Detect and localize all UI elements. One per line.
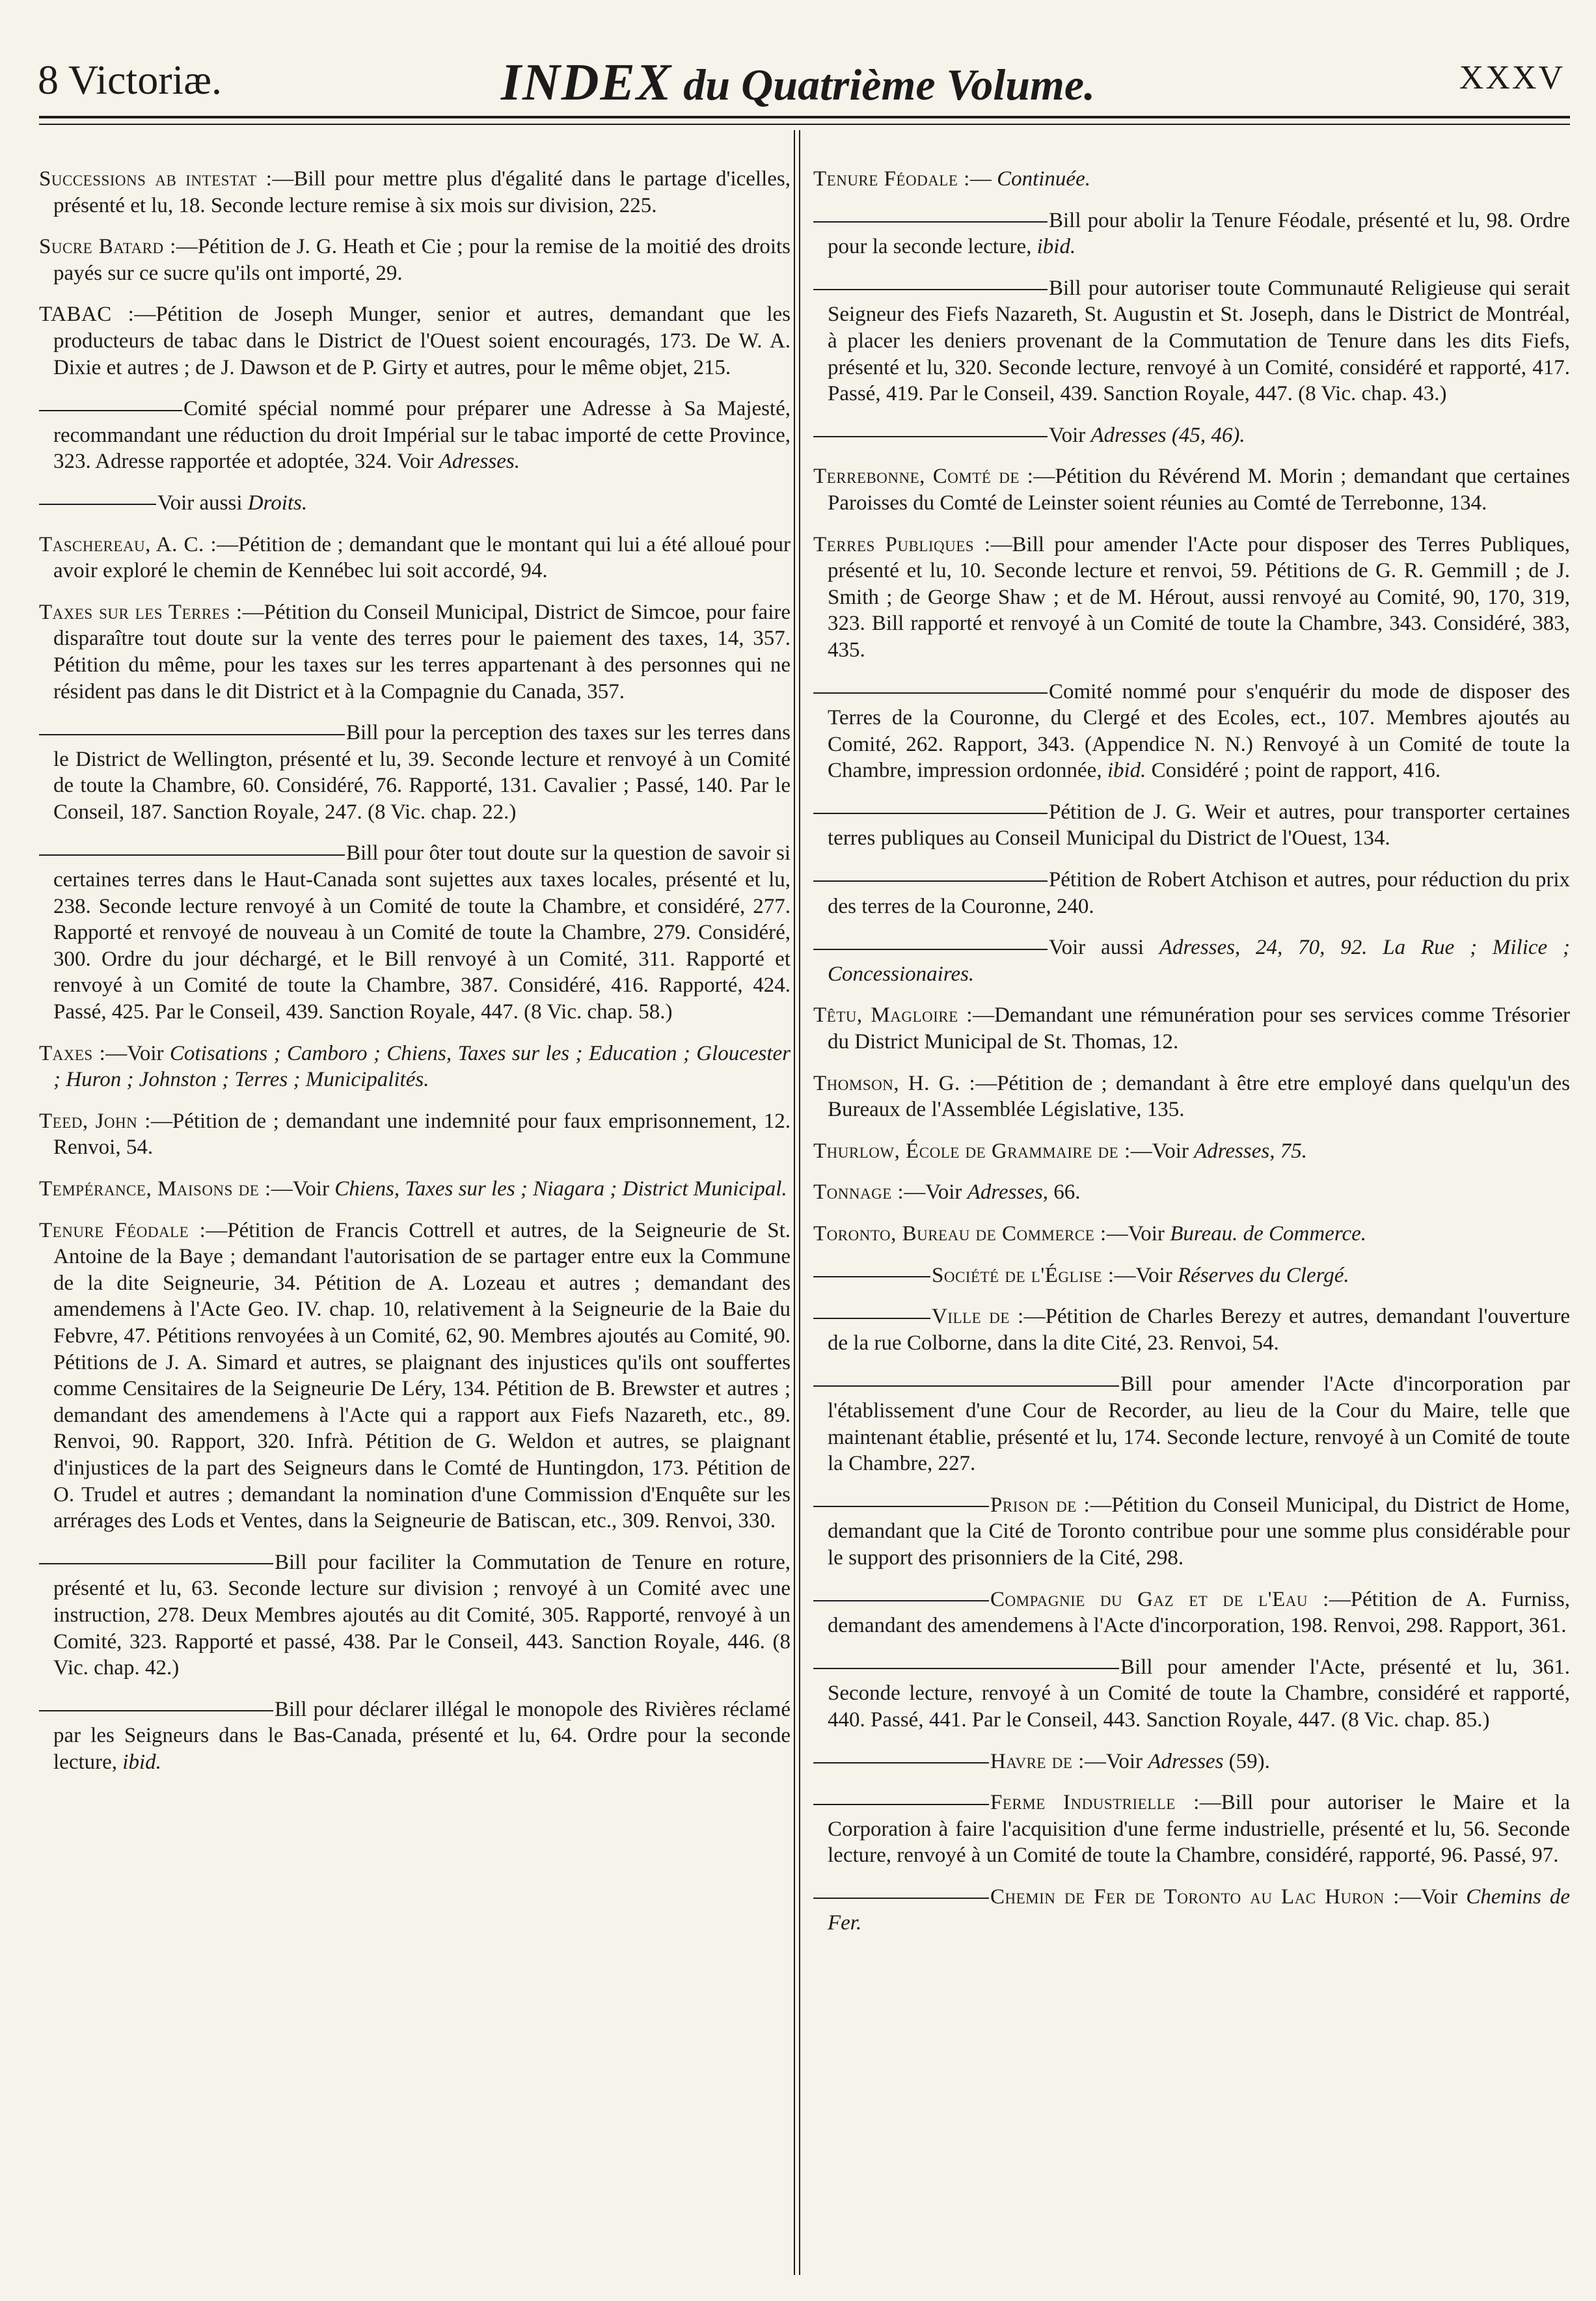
entry-text: —Pétition de Francis Cottrell et autres, de la Seigneurie de St. Antoine de la Baye ; demandant l'autorisation de se partager entre eux la Commune de la dite Seigneurie, 34. Pétition de A. Lozeau et autres ; demandant des amendemens à l'Acte Geo. IV. chap. 10, relativement à la Seigneurie de la Baie du Febvre, 47. Pétitions renvoyées à un Comité, 62, 90. Membres ajoutés au Comité, 90. Pétitions de J. A. Simard et autres, se plaignant des injustices qu'ils ont souffertes comme Censitaires de la Seigneurie De Léry, 134. Pétition de B. Brewster et autres ; demandant des amendemens à l'Acte qui a rapport aux Fiefs Nazareth, etc., 89. Renvoi, 90. Rapport, 320. Infrà. Pétition de G. Weldon et autres, se plaignant d'injustices de la part des Seigneurs dans le Comté de Huntingdon, 173. Pétition de O. Trudel et autres ; demandant la nomination d'une Commission d'Enquête sur les arrérages des Lods et Ventes, dans la Seigneurie de Batiscan, etc., 309. Renvoi, 330. (53, 1218, 791, 1533)
entry-text: —Voir (1399, 1885, 1458, 1909)
entry-heading: Teed, John : (39, 1109, 151, 1133)
continuation-dash (39, 1710, 273, 1711)
entry-heading: Ferme Industrielle : (990, 1791, 1200, 1815)
index-entry (813, 1654, 1570, 1734)
index-entry (813, 1070, 1570, 1123)
continuation-dash (813, 289, 1048, 290)
header-rule-thick (39, 116, 1570, 118)
entry-heading: Terrebonne, Comté de : (813, 465, 1034, 489)
index-columns (39, 166, 1570, 2275)
continuation-dash (813, 1668, 1119, 1669)
header-title-prefix: INDEX (500, 54, 673, 111)
continuation-dash (813, 1276, 930, 1277)
index-entry (813, 867, 1570, 919)
entry-reference: Adresses. (439, 450, 520, 474)
entry-text: Bill pour la perception des taxes sur les terres dans le District de Wellington, présenté et lu, 39. Seconde lecture et renvoyé à un Comité de toute la Chambre, 60. Considéré, 76. Rapporté, 131. Cavalier ; Passé, 140. Par le Conseil, 187. Sanction Royale, 247. (8 Vic. chap. 22.) (53, 721, 791, 824)
index-entry (39, 1549, 791, 1682)
continuation-dash (813, 436, 1048, 437)
continuation-dash (813, 1385, 1119, 1387)
entry-text: Bill pour faciliter la Commutation de Tenure en roture, présenté et lu, 63. Seconde lecture sur division ; renvoyé à un Comité avec une instruction, 278. Deux Membres ajoutés au dit Comité, 305. Rapporté, renvoyé à un Comité, 323. Rapporté et passé, 438. Par le Conseil, 443. Sanction Royale, 446. (8 Vic. chap. 42.) (53, 1550, 791, 1680)
index-entry (813, 208, 1570, 260)
header-left: 8 Victoriæ. (38, 57, 222, 103)
entry-text: —Pétition du Révérend M. Morin ; demandant que certaines Paroisses du Comté de Leinster soient réunies au Comté de Terrebonne, 134. (828, 465, 1570, 515)
entry-text: Pétition de J. G. Weir et autres, pour transporter certaines terres publiques au Conseil Municipal du District de l'Ouest, 134. (828, 800, 1570, 851)
index-entry (813, 422, 1570, 449)
index-entry (813, 1371, 1570, 1477)
entry-heading: Société de l'Église : (932, 1263, 1115, 1287)
entry-text: —Pétition de A. Furniss, demandant des amendemens à l'Acte d'incorporation, 198. Renvoi, 298. Rapport, 361. (828, 1587, 1570, 1638)
entry-heading: Taxes : (39, 1041, 106, 1065)
right-column (813, 166, 1570, 2275)
index-entry (813, 799, 1570, 852)
index-entry (813, 1303, 1570, 1356)
entry-heading: Compagnie du Gaz et de l'Eau : (990, 1587, 1329, 1611)
entry-reference: ibid. (1036, 235, 1076, 259)
entry-text: —Demandant une rémunération pour ses services comme Trésorier du District Municipal de St. Thomas, 12. (828, 1003, 1570, 1054)
entry-text: Bill pour amender l'Acte, présenté et lu, 361. Seconde lecture, renvoyé à un Comité de toute la Chambre, considéré et rapporté, 440. Passé, 441. Par le Conseil, 443. Sanction Royale, 447. (8 Vic. chap. 85.) (828, 1655, 1570, 1732)
entry-reference: Droits. (247, 491, 308, 515)
entry-text: Pétition de Robert Atchison et autres, pour réduction du prix des terres de la Couronne, 240. (828, 868, 1570, 918)
entry-reference: Adresses (1148, 1749, 1224, 1773)
entry-heading: Havre de : (990, 1749, 1085, 1773)
index-entry (813, 463, 1570, 516)
entry-text: Comité nommé pour s'enquérir du mode de disposer des Terres de la Couronne, du Clergé et des Ecoles, ect., 107. Membres ajoutés au Comité, 262. Rapport, 343. (Appendice N. N.) Renvoyé à un Comité de toute la Chambre, impression ordonnée, (828, 679, 1570, 783)
index-entry (39, 396, 791, 475)
entry-reference: Adresses, 75. (1194, 1139, 1307, 1163)
entry-reference: ibid. (1107, 759, 1146, 783)
entry-reference: Chemins de Fer. (828, 1885, 1570, 1935)
entry-text: —Pétition de J. G. Heath et Cie ; pour la remise de la moitié des droits payés sur ce sucre qu'ils ont importé, 29. (53, 235, 791, 285)
entry-text: Voir aussi (157, 491, 243, 515)
entry-reference: Bureau. de Commerce. (1170, 1222, 1366, 1246)
entry-text: Bill pour ôter tout doute sur la question de savoir si certaines terres dans le Haut-Canada sont sujettes aux taxes locales, présenté et lu, 238. Seconde lecture renvoyé à un Comité de toute la Chambre, et considéré, 277. Rapporté et renvoyé de nouveau à un Comité de toute la Chambre, 279. Considéré, 300. Ordre du jour déchargé, et le Bill renvoyé à un Comité, 311. Rapporté et renvoyé à un Comité de toute la Chambre, 387. Considéré, 416. Rapporté, 424. Passé, 425. Par le Conseil, 439. Sanction Royale, 447. (8 Vic. chap. 58.) (53, 841, 791, 1024)
header-title (0, 53, 1596, 113)
entry-text: —Voir (904, 1180, 962, 1205)
entry-reference: Cotisations ; Camboro ; Chiens, Taxes sur les ; Education ; Gloucester ; Huron ; Johnston ; Terres ; Municipalités. (53, 1041, 791, 1092)
index-entry (39, 1218, 791, 1534)
entry-text: —Bill pour autoriser le Maire et la Corporation à faire l'acquisition d'une ferme industrielle, présenté et lu, 56. Seconde lecture, renvoyé à un Comité de toute la Chambre, considéré, rapporté, 96. Passé, 97. (828, 1791, 1570, 1868)
entry-heading: Têtu, Magloire : (813, 1003, 973, 1028)
continuation-dash (39, 504, 156, 505)
index-entry (813, 532, 1570, 664)
entry-text: —Voir (1130, 1139, 1189, 1163)
entry-heading: Tonnage : (813, 1180, 904, 1205)
continuation-dash (813, 1898, 989, 1899)
continuation-dash (39, 1563, 273, 1564)
entry-heading: Tenure Féodale : (39, 1218, 206, 1242)
entry-text: Voir aussi (1049, 936, 1144, 960)
continuation-dash (813, 880, 1048, 882)
continuation-dash (813, 949, 1048, 950)
continuation-dash (813, 1318, 930, 1319)
continuation-dash (39, 854, 345, 856)
continuation-dash (813, 1762, 989, 1763)
entry-heading: Taschereau, A. C. : (39, 532, 217, 556)
entry-reference: Adresses (45, 46). (1090, 423, 1245, 447)
entry-text: —Bill pour mettre plus d'égalité dans le partage d'icelles, présenté et lu, 18. Seconde lecture remise à six mois sur division, 225. (53, 167, 791, 217)
index-entry (813, 1790, 1570, 1869)
entry-text: —Pétition de Charles Berezy et autres, demandant l'ouverture de la rue Colborne, dans la dite Cité, 23. Renvoi, 54. (828, 1305, 1570, 1355)
entry-text: —Voir (1084, 1749, 1143, 1773)
index-entry (39, 532, 791, 584)
entry-text: —Voir (1114, 1263, 1172, 1287)
entry-text: —Bill pour amender l'Acte pour disposer des Terres Publiques, présenté et lu, 10. Seconde lecture et renvoi, 59. Pétitions de G. R. Gemmill ; de J. Smith ; de George Shaw ; et de M. Hérout, aussi renvoyé au Comité, 90, 170, 319, 323. Bill rapporté et renvoyé à un Comité de toute la Chambre, 343. Considéré, 383, 435. (828, 532, 1570, 662)
entry-text-tail: 66. (1048, 1180, 1081, 1205)
continuation-dash (813, 1506, 989, 1507)
index-entry (39, 166, 791, 219)
index-entry (813, 934, 1570, 987)
entry-text: Bill pour abolir la Tenure Féodale, présenté et lu, 98. Ordre pour la seconde lecture, (828, 208, 1570, 259)
index-entry (39, 599, 791, 705)
continuation-dash (813, 1600, 989, 1601)
entry-heading: Chemin de Fer de Toronto au Lac Huron : (990, 1885, 1400, 1909)
entry-heading: Thurlow, École de Grammaire de : (813, 1139, 1131, 1163)
entry-text: —Pétition du Conseil Municipal, District de Simcoe, pour faire disparaître tout doute sur la vente des terres pour le paiement des taxes, 14, 357. Pétition du même, pour les taxes sur les terres appartenant à des personnes qui ne résident pas dans le dit District et à la Compagnie du Canada, 357. (53, 600, 791, 703)
header-rule-thin (39, 124, 1570, 125)
index-entry (813, 1749, 1570, 1775)
entry-heading: Tempérance, Maisons de : (39, 1177, 271, 1201)
entry-text: Voir (1049, 423, 1086, 447)
left-column (39, 166, 791, 2275)
entry-text: —Voir (105, 1041, 164, 1065)
index-entry (39, 490, 791, 517)
entry-heading: Thomson, H. G. : (813, 1071, 976, 1095)
continuation-dash (813, 692, 1048, 694)
entry-reference: Chiens, Taxes sur les ; Niagara ; District Municipal. (334, 1177, 787, 1201)
index-entry (39, 720, 791, 825)
index-entry (813, 275, 1570, 407)
header-title-rest: du Quatrième Volume. (672, 60, 1096, 109)
entry-text: Bill pour autoriser toute Communauté Religieuse qui serait Seigneur des Fiefs Nazareth, St. Augustin et St. Joseph, dans le District de Montréal, à placer les deniers provenant de la Commutation de Tenure dans les dits Fiefs, présenté et lu, 320. Seconde lecture, renvoyé à un Comité, considéré et rapporté, 417. Passé, 419. Par le Conseil, 439. Sanction Royale, 447. (8 Vic. chap. 43.) (828, 276, 1570, 406)
index-entry (813, 1221, 1570, 1247)
entry-heading: Successions ab intestat : (39, 167, 273, 191)
entry-text: —Pétition du Conseil Municipal, du District de Home, demandant que la Cité de Toronto contribue pour une somme plus considérable pour le support des prisonniers de la Cité, 298. (828, 1493, 1570, 1570)
continuation-dash (39, 410, 182, 411)
entry-text: —Pétition de ; demandant à être etre employé dans quelqu'un des Bureaux de l'Assemblée Législative, 135. (828, 1071, 1570, 1122)
entry-heading: Sucre Batard : (39, 235, 176, 259)
header-page-number: XXXV (1459, 59, 1565, 96)
index-entry (813, 1586, 1570, 1639)
continuation-dash (39, 734, 345, 735)
page-header (0, 36, 1596, 128)
entry-text-tail: Considéré ; point de rapport, 416. (1146, 759, 1441, 783)
entry-heading: Ville de : (932, 1305, 1024, 1329)
index-entry (813, 679, 1570, 784)
entry-heading: TABAC : (39, 303, 135, 327)
index-entry (39, 1696, 791, 1776)
entry-reference: Réserves du Clergé. (1178, 1263, 1349, 1287)
entry-text-tail: (59). (1223, 1749, 1270, 1773)
index-entry (813, 1492, 1570, 1572)
index-entry (813, 1262, 1570, 1289)
entry-heading: Prison de : (990, 1493, 1090, 1517)
entry-text: Bill pour amender l'Acte d'incorporation par l'établissement d'une Cour de Recorder, au lieu de la Cour du Maire, telle que maintenant établie, présenté et lu, 174. Seconde lecture, renvoyé à un Comité de toute la Chambre, 227. (828, 1372, 1570, 1476)
index-entry (39, 1041, 791, 1093)
index-entry (813, 1002, 1570, 1055)
entry-heading: Terres Publiques : (813, 532, 991, 556)
entry-text: —Pétition de ; demandant que le montant qui lui a été alloué pour avoir exploré le chemin de Kennébec lui soit accordé, 94. (53, 532, 791, 583)
entry-reference: Continuée. (997, 167, 1090, 191)
entry-reference: ibid. (122, 1750, 161, 1774)
entry-text: —Voir (271, 1177, 329, 1201)
entry-text: —Pétition de ; demandant une indemnité pour faux emprisonnement, 12. Renvoi, 54. (53, 1109, 791, 1160)
index-entry (39, 301, 791, 381)
entry-heading: Toronto, Bureau de Commerce : (813, 1222, 1107, 1246)
continuation-dash (813, 221, 1048, 223)
continuation-dash (813, 1804, 989, 1805)
entry-text: Bill pour déclarer illégal le monopole des Rivières réclamé par les Seigneurs dans le Bas-Canada, présenté et lu, 64. Ordre pour la seconde lecture, (53, 1697, 791, 1774)
entry-text: Comité spécial nommé pour préparer une Adresse à Sa Majesté, recommandant une réduction du droit Impérial sur le tabac importé de cette Province, 323. Adresse rapportée et adoptée, 324. Voir (53, 397, 791, 474)
entry-text: — (969, 167, 992, 191)
entry-text: —Voir (1106, 1222, 1165, 1246)
index-entry (813, 1138, 1570, 1165)
index-entry (813, 1884, 1570, 1937)
index-entry (39, 840, 791, 1025)
index-entry (39, 1176, 791, 1203)
entry-reference: Adresses, 24, 70, 92. La Rue ; Milice ; Concessionaires. (828, 936, 1570, 986)
index-entry (813, 166, 1570, 193)
index-entry (813, 1179, 1570, 1206)
index-entry (39, 1108, 791, 1161)
entry-reference: Adresses, (967, 1180, 1049, 1205)
index-entry (39, 234, 791, 286)
entry-text: —Pétition de Joseph Munger, senior et autres, demandant que les producteurs de tabac dans le District de l'Ouest soient encouragés, 173. De W. A. Dixie et autres ; de J. Dawson et de P. Girty et autres, pour le même objet, 215. (53, 303, 791, 379)
entry-heading: Taxes sur les Terres : (39, 600, 243, 624)
continuation-dash (813, 813, 1048, 814)
entry-heading: Tenure Féodale : (813, 167, 970, 191)
